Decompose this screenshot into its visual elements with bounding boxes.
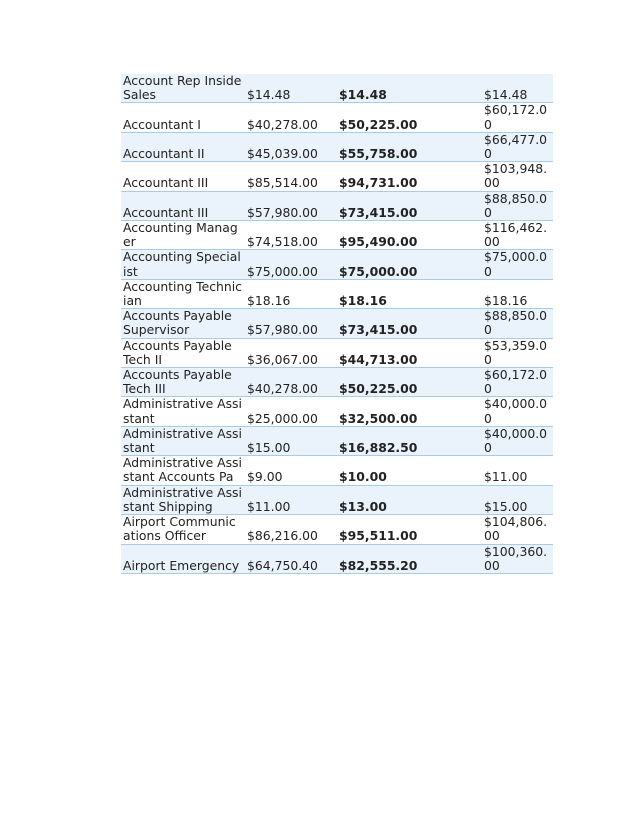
job-title-cell: Account Rep Inside Sales (121, 74, 245, 103)
maximum-salary-cell: $116,462.00 (482, 221, 553, 250)
midpoint-salary-cell: $13.00 (337, 485, 482, 514)
job-title-cell: Accountant III (121, 191, 245, 220)
table-row (121, 456, 553, 485)
salary-table-body (121, 74, 553, 573)
minimum-salary-cell: $57,980.00 (245, 309, 337, 338)
table-row (121, 74, 553, 103)
midpoint-salary-cell: $18.16 (337, 279, 482, 308)
table-row (121, 368, 553, 397)
job-title-cell: Accountant I (121, 103, 245, 132)
job-title-cell: Accounting Manager (121, 221, 245, 250)
minimum-salary-cell: $15.00 (245, 426, 337, 455)
midpoint-salary-cell: $82,555.20 (337, 544, 482, 573)
midpoint-salary-cell: $94,731.00 (337, 162, 482, 191)
midpoint-salary-cell: $50,225.00 (337, 368, 482, 397)
maximum-salary-cell: $14.48 (482, 74, 553, 103)
midpoint-salary-cell: $73,415.00 (337, 309, 482, 338)
midpoint-salary-cell: $16,882.50 (337, 426, 482, 455)
maximum-salary-cell: $18.16 (482, 279, 553, 308)
midpoint-salary-cell: $55,758.00 (337, 132, 482, 161)
minimum-salary-cell: $40,278.00 (245, 103, 337, 132)
minimum-salary-cell: $45,039.00 (245, 132, 337, 161)
job-title-cell: Accounts Payable Tech III (121, 368, 245, 397)
job-title-cell: Airport Communications Officer (121, 515, 245, 544)
job-title-cell: Administrative Assistant Shipping (121, 485, 245, 514)
table-row (121, 485, 553, 514)
table-row (121, 103, 553, 132)
table-row (121, 397, 553, 426)
table-row (121, 279, 553, 308)
table-row (121, 515, 553, 544)
minimum-salary-cell: $14.48 (245, 74, 337, 103)
job-title-cell: Administrative Assistant (121, 426, 245, 455)
maximum-salary-cell: $53,359.00 (482, 338, 553, 367)
minimum-salary-cell: $57,980.00 (245, 191, 337, 220)
table-row (121, 309, 553, 338)
job-title-cell: Airport Emergency (121, 544, 245, 573)
salary-table (121, 74, 553, 574)
table-row (121, 221, 553, 250)
maximum-salary-cell: $60,172.00 (482, 103, 553, 132)
maximum-salary-cell: $60,172.00 (482, 368, 553, 397)
maximum-salary-cell: $88,850.00 (482, 191, 553, 220)
job-title-cell: Accounting Technician (121, 279, 245, 308)
maximum-salary-cell: $40,000.00 (482, 426, 553, 455)
midpoint-salary-cell: $32,500.00 (337, 397, 482, 426)
minimum-salary-cell: $85,514.00 (245, 162, 337, 191)
midpoint-salary-cell: $10.00 (337, 456, 482, 485)
table-row (121, 544, 553, 573)
job-title-cell: Accounts Payable Supervisor (121, 309, 245, 338)
job-title-cell: Accounts Payable Tech II (121, 338, 245, 367)
job-title-cell: Administrative Assistant Accounts Pa (121, 456, 245, 485)
midpoint-salary-cell: $95,490.00 (337, 221, 482, 250)
maximum-salary-cell: $66,477.00 (482, 132, 553, 161)
minimum-salary-cell: $86,216.00 (245, 515, 337, 544)
maximum-salary-cell: $75,000.00 (482, 250, 553, 279)
table-row (121, 426, 553, 455)
midpoint-salary-cell: $14.48 (337, 74, 482, 103)
minimum-salary-cell: $18.16 (245, 279, 337, 308)
midpoint-salary-cell: $95,511.00 (337, 515, 482, 544)
minimum-salary-cell: $25,000.00 (245, 397, 337, 426)
job-title-cell: Accounting Specialist (121, 250, 245, 279)
midpoint-salary-cell: $50,225.00 (337, 103, 482, 132)
table-row (121, 132, 553, 161)
maximum-salary-cell: $15.00 (482, 485, 553, 514)
table-row (121, 162, 553, 191)
midpoint-salary-cell: $73,415.00 (337, 191, 482, 220)
job-title-cell: Administrative Assistant (121, 397, 245, 426)
minimum-salary-cell: $74,518.00 (245, 221, 337, 250)
maximum-salary-cell: $40,000.00 (482, 397, 553, 426)
minimum-salary-cell: $9.00 (245, 456, 337, 485)
maximum-salary-cell: $100,360.00 (482, 544, 553, 573)
midpoint-salary-cell: $44,713.00 (337, 338, 482, 367)
table-row (121, 250, 553, 279)
minimum-salary-cell: $64,750.40 (245, 544, 337, 573)
table-row (121, 338, 553, 367)
minimum-salary-cell: $36,067.00 (245, 338, 337, 367)
table-row (121, 191, 553, 220)
job-title-cell: Accountant III (121, 162, 245, 191)
minimum-salary-cell: $75,000.00 (245, 250, 337, 279)
maximum-salary-cell: $88,850.00 (482, 309, 553, 338)
minimum-salary-cell: $40,278.00 (245, 368, 337, 397)
maximum-salary-cell: $104,806.00 (482, 515, 553, 544)
midpoint-salary-cell: $75,000.00 (337, 250, 482, 279)
maximum-salary-cell: $103,948.00 (482, 162, 553, 191)
job-title-cell: Accountant II (121, 132, 245, 161)
minimum-salary-cell: $11.00 (245, 485, 337, 514)
maximum-salary-cell: $11.00 (482, 456, 553, 485)
